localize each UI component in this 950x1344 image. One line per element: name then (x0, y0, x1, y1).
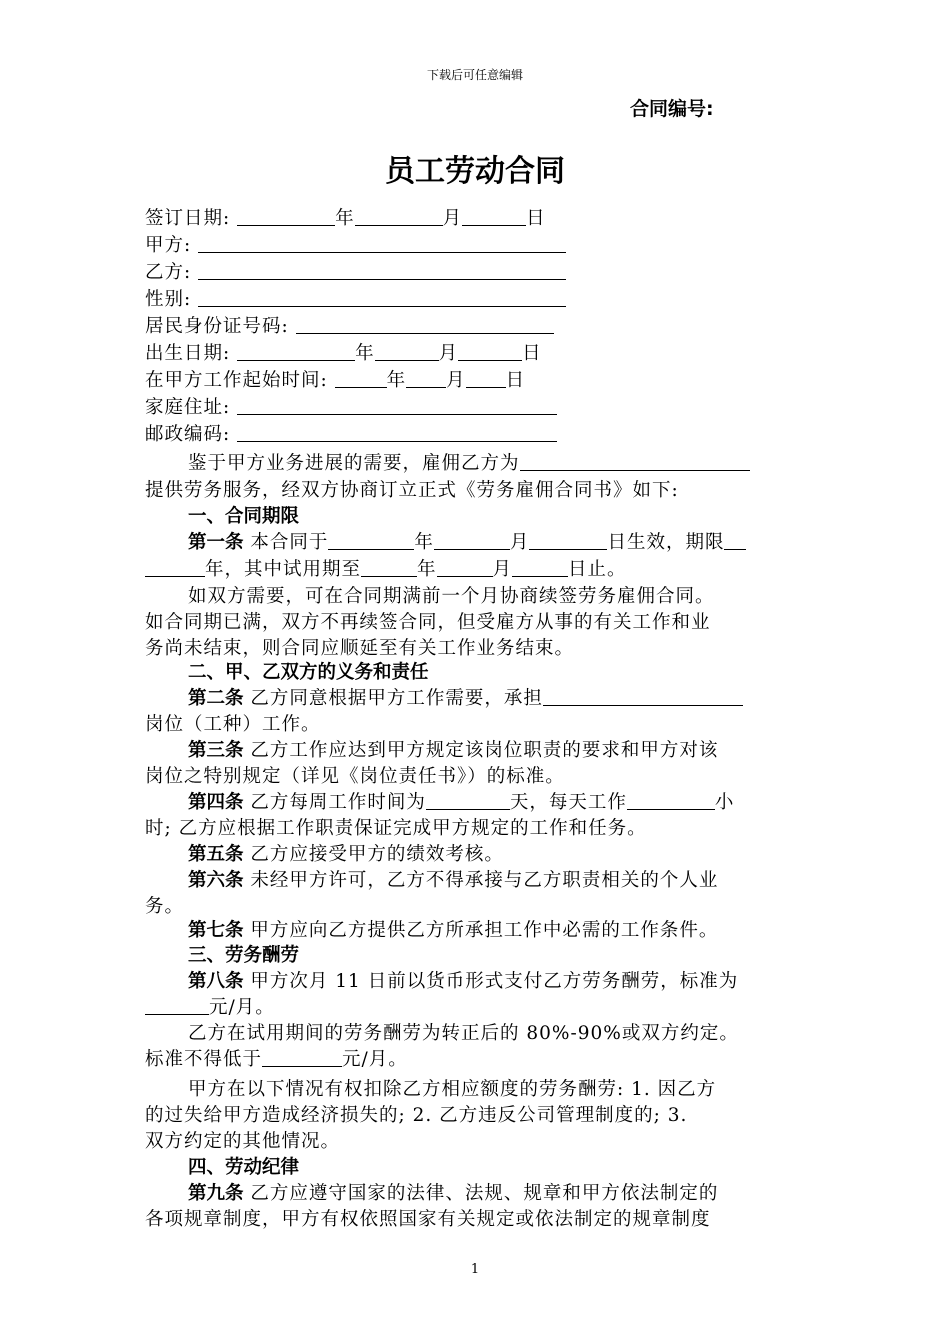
article-2-text: 乙方同意根据甲方工作需要，承担 (243, 688, 543, 709)
blank-start-month (406, 367, 446, 388)
article-3-line-2: 岗位之特别规定（详见《岗位责任书》）的标准。 (145, 766, 565, 787)
trial-pay-line-1: 乙方在试用期间的劳务酬劳为转正后的 80%-90%或双方约定。 (188, 1023, 739, 1044)
blank-monthly-pay (145, 994, 209, 1015)
trial-pay-text: 标准不得低于 (145, 1049, 263, 1070)
deduct-line-1: 甲方在以下情况有权扣除乙方相应额度的劳务酬劳: 1. 因乙方 (188, 1079, 717, 1100)
section-heading-1: 一、合同期限 (188, 506, 300, 527)
article-9-line-1 (188, 1180, 718, 1207)
start-time-line (145, 367, 525, 394)
article-8-text: 元/月。 (209, 997, 275, 1018)
blank-term-a (724, 529, 746, 550)
renew-line-2: 如合同期已满，双方不再续签合同，但受雇方从事的有关工作和业 (145, 612, 711, 633)
blank-days-per-week (426, 789, 510, 810)
article-1-text: 年，其中试用期至 (205, 559, 362, 580)
article-2-heading: 第二条 (188, 688, 244, 709)
day-label: 日 (526, 208, 546, 229)
month-label: 月 (492, 559, 513, 580)
gender-line (145, 286, 566, 313)
intro-line-1 (188, 450, 750, 477)
month-label: 月 (442, 208, 463, 229)
year-label: 年 (417, 559, 437, 580)
article-1-line-1 (188, 529, 746, 556)
article-5-line (188, 841, 504, 868)
blank-sign-year (237, 205, 335, 226)
sign-date-label: 签订日期: (145, 208, 231, 229)
month-label: 月 (509, 532, 530, 553)
party-a-line (145, 232, 566, 259)
party-b-label: 乙方: (145, 262, 192, 283)
blank-position (543, 685, 743, 706)
article-3-line-1 (188, 737, 718, 764)
article-8-text: 甲方次月 11 日前以货币形式支付乙方劳务酬劳，标准为 (243, 971, 739, 992)
article-3-text: 乙方工作应达到甲方规定该岗位职责的要求和甲方对该 (243, 740, 719, 761)
article-4-line-2: 时; 乙方应根据工作职责保证完成甲方规定的工作和任务。 (145, 818, 647, 839)
article-4-heading: 第四条 (188, 792, 244, 813)
article-1-heading: 第一条 (188, 532, 244, 553)
article-7-text: 甲方应向乙方提供乙方所承担工作中必需的工作条件。 (243, 920, 719, 941)
blank-trial-day (512, 556, 568, 577)
deduct-line-2: 的过失给甲方造成经济损失的; 2. 乙方违反公司管理制度的; 3. (145, 1105, 688, 1126)
blank-start-year (335, 367, 387, 388)
trial-pay-line-2 (145, 1046, 408, 1073)
contract-number-label: 合同编号: (630, 98, 714, 120)
blank-gender (198, 286, 566, 307)
party-a-label: 甲方: (145, 235, 192, 256)
header-note: 下载后可任意编辑 (426, 68, 523, 82)
blank-sign-day (462, 205, 526, 226)
year-label: 年 (335, 208, 355, 229)
day-label: 日 (522, 343, 542, 364)
article-1-text: 日生效，期限 (607, 532, 725, 553)
article-6-heading: 第六条 (188, 870, 244, 891)
article-8-heading: 第八条 (188, 971, 244, 992)
start-time-label: 在甲方工作起始时间: (145, 370, 328, 391)
blank-party-a (198, 232, 566, 253)
article-9-text: 乙方应遵守国家的法律、法规、规章和甲方依法制定的 (243, 1183, 719, 1204)
article-4-line-1 (188, 789, 734, 816)
sign-date-line (145, 205, 546, 232)
blank-minimum-pay (262, 1046, 342, 1067)
article-4-text: 乙方每周工作时间为 (243, 792, 426, 813)
section-heading-3: 三、劳务酬劳 (188, 945, 300, 966)
deduct-line-3: 双方约定的其他情况。 (145, 1131, 341, 1152)
page-number: 1 (470, 1262, 480, 1277)
blank-party-b (198, 259, 566, 280)
address-label: 家庭住址: (145, 397, 231, 418)
article-1-line-2 (145, 556, 627, 583)
section-heading-2: 二、甲、乙双方的义务和责任 (188, 662, 429, 683)
renew-line-3: 务尚未结束，则合同应顺延至有关工作业务结束。 (145, 638, 575, 659)
blank-trial-month (437, 556, 493, 577)
article-2-line-2: 岗位（工种）工作。 (145, 714, 321, 735)
article-7-heading: 第七条 (188, 920, 244, 941)
year-label: 年 (355, 343, 375, 364)
section-heading-4: 四、劳动纪律 (188, 1157, 300, 1178)
renew-line-1: 如双方需要，可在合同期满前一个月协商续签劳务雇佣合同。 (188, 586, 715, 607)
article-6-line-2: 务。 (145, 896, 185, 917)
trial-pay-text: 元/月。 (342, 1049, 408, 1070)
article-5-text: 乙方应接受甲方的绩效考核。 (243, 844, 504, 865)
article-1-text: 日止。 (568, 559, 627, 580)
day-label: 日 (505, 370, 526, 391)
article-7-line (188, 917, 718, 944)
blank-effective-month (434, 529, 510, 550)
blank-sign-month (355, 205, 443, 226)
blank-effective-year (328, 529, 414, 550)
article-2-line-1 (188, 685, 743, 712)
blank-address (237, 394, 557, 415)
blank-term-b (145, 556, 205, 577)
article-1-text: 本合同于 (243, 532, 329, 553)
blank-intro-employer (520, 450, 750, 471)
blank-hours-per-day (627, 789, 715, 810)
month-label: 月 (446, 370, 466, 391)
article-4-text: 小 (714, 792, 735, 813)
intro-line-2: 提供劳务服务，经双方协商订立正式《劳务雇佣合同书》如下: (145, 480, 679, 501)
intro-text-1: 鉴于甲方业务进展的需要，雇佣乙方为 (188, 453, 520, 474)
year-label: 年 (386, 370, 407, 391)
blank-id-number (296, 313, 554, 334)
article-6-text: 未经甲方许可，乙方不得承接与乙方职责相关的个人业 (243, 870, 719, 891)
article-6-line-1 (188, 867, 718, 894)
address-line (145, 394, 557, 421)
id-number-line (145, 313, 554, 340)
blank-start-day (466, 367, 506, 388)
article-9-line-2: 各项规章制度，甲方有权依照国家有关规定或依法制定的规章制度 (145, 1209, 711, 1230)
gender-label: 性别: (145, 289, 192, 310)
birth-date-line (145, 340, 542, 367)
blank-birth-month (375, 340, 439, 361)
month-label: 月 (438, 343, 459, 364)
postcode-label: 邮政编码: (145, 424, 231, 445)
document-title: 员工劳动合同 (385, 154, 565, 189)
blank-birth-day (458, 340, 522, 361)
article-3-heading: 第三条 (188, 740, 244, 761)
birth-date-label: 出生日期: (145, 343, 231, 364)
article-5-heading: 第五条 (188, 844, 244, 865)
postcode-line (145, 421, 557, 448)
blank-trial-year (361, 556, 417, 577)
article-9-heading: 第九条 (188, 1183, 244, 1204)
year-label: 年 (414, 532, 434, 553)
blank-birth-year (237, 340, 355, 361)
article-4-text: 天，每天工作 (509, 792, 627, 813)
article-8-line-2 (145, 994, 275, 1021)
blank-effective-day (529, 529, 607, 550)
blank-postcode (237, 421, 557, 442)
party-b-line (145, 259, 566, 286)
id-number-label: 居民身份证号码: (145, 316, 289, 337)
article-8-line-1 (188, 968, 738, 995)
